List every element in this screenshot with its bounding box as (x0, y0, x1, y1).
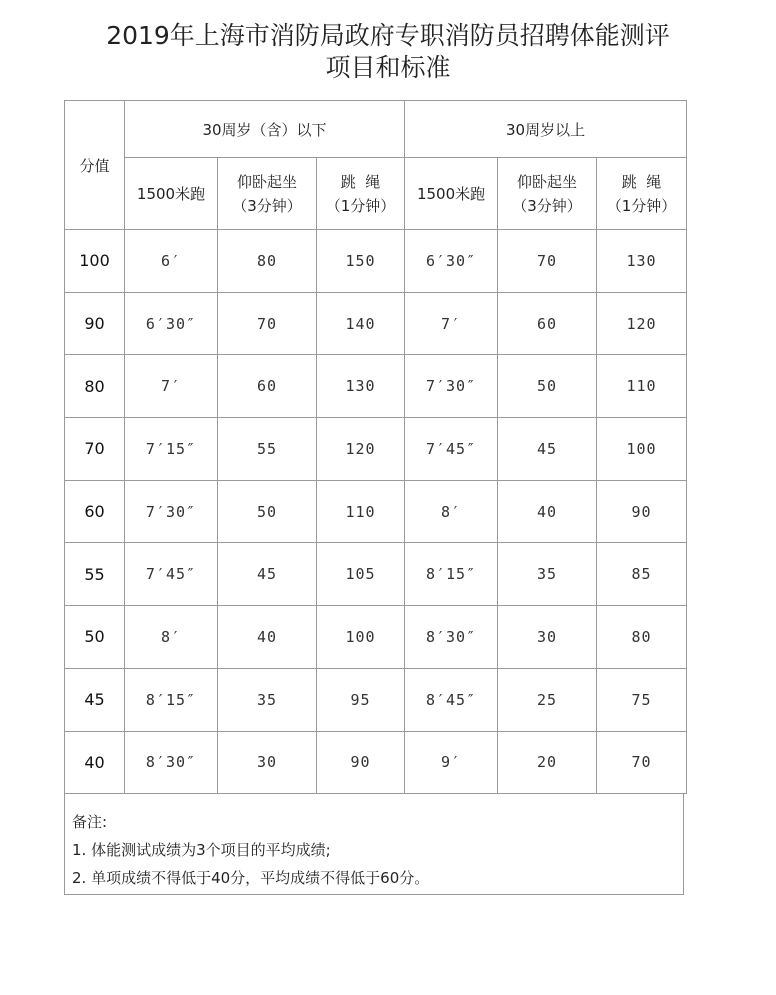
rope-cell: 110 (597, 355, 687, 418)
title-line-2: 项目和标准 (325, 53, 451, 82)
situp-cell: 60 (218, 355, 317, 418)
notes-box (64, 794, 684, 895)
situp-cell: 80 (218, 230, 317, 293)
score-cell: 55 (65, 543, 125, 606)
sub-header-rope-over-30: 跳 绳 （1分钟） (597, 158, 687, 230)
title-line-1: 2019年上海市消防局政府专职消防员招聘体能测评 (106, 21, 670, 50)
situp-cell: 40 (218, 606, 317, 669)
run-time-cell: 7′ (405, 292, 498, 355)
situp-cell: 30 (498, 606, 597, 669)
run-time-cell: 8′15″ (405, 543, 498, 606)
situp-cell: 70 (218, 292, 317, 355)
table-row (65, 355, 687, 418)
rope-cell: 130 (597, 230, 687, 293)
rope-cell: 150 (317, 230, 405, 293)
situp-cell: 35 (498, 543, 597, 606)
rope-cell: 80 (597, 606, 687, 669)
situp-cell: 50 (498, 355, 597, 418)
table-row (65, 480, 687, 543)
score-cell: 60 (65, 480, 125, 543)
rope-cell: 100 (317, 606, 405, 669)
situp-cell: 25 (498, 668, 597, 731)
sub-header-run-under-30: 1500米跑 (125, 158, 218, 230)
score-column-header: 分值 (65, 101, 125, 230)
rope-cell: 90 (317, 731, 405, 794)
score-cell: 80 (65, 355, 125, 418)
rope-cell: 95 (317, 668, 405, 731)
group-header-over-30: 30周岁以上 (405, 101, 687, 158)
table-row (65, 292, 687, 355)
score-cell: 100 (65, 230, 125, 293)
situp-cell: 45 (218, 543, 317, 606)
rope-cell: 130 (317, 355, 405, 418)
situp-cell: 30 (218, 731, 317, 794)
situp-cell: 60 (498, 292, 597, 355)
score-cell: 50 (65, 606, 125, 669)
rope-cell: 85 (597, 543, 687, 606)
sub-header-rope-under-30: 跳 绳 （1分钟） (317, 158, 405, 230)
situp-cell: 35 (218, 668, 317, 731)
run-time-cell: 8′45″ (405, 668, 498, 731)
run-time-cell: 8′30″ (405, 606, 498, 669)
run-time-cell: 7′30″ (405, 355, 498, 418)
run-time-cell: 8′ (405, 480, 498, 543)
situp-cell: 20 (498, 731, 597, 794)
table-row (65, 418, 687, 481)
rope-cell: 90 (597, 480, 687, 543)
notes-heading: 备注: (72, 813, 108, 831)
sub-header-run-over-30: 1500米跑 (405, 158, 498, 230)
table-row (65, 731, 687, 794)
rope-cell: 105 (317, 543, 405, 606)
run-time-cell: 7′45″ (405, 418, 498, 481)
run-time-cell: 7′30″ (125, 480, 218, 543)
sub-header-situp-under-30: 仰卧起坐 （3分钟） (218, 158, 317, 230)
rope-cell: 75 (597, 668, 687, 731)
situp-cell: 45 (498, 418, 597, 481)
rope-cell: 110 (317, 480, 405, 543)
run-time-cell: 6′ (125, 230, 218, 293)
fitness-standards-table (64, 100, 687, 794)
run-time-cell: 7′ (125, 355, 218, 418)
group-header-under-30: 30周岁（含）以下 (125, 101, 405, 158)
rope-cell: 120 (597, 292, 687, 355)
score-cell: 90 (65, 292, 125, 355)
rope-cell: 120 (317, 418, 405, 481)
run-time-cell: 8′30″ (125, 731, 218, 794)
sub-header-situp-over-30: 仰卧起坐 （3分钟） (498, 158, 597, 230)
situp-cell: 70 (498, 230, 597, 293)
situp-cell: 40 (498, 480, 597, 543)
score-cell: 40 (65, 731, 125, 794)
run-time-cell: 6′30″ (125, 292, 218, 355)
rope-cell: 140 (317, 292, 405, 355)
rope-cell: 100 (597, 418, 687, 481)
rope-cell: 70 (597, 731, 687, 794)
situp-cell: 50 (218, 480, 317, 543)
situp-cell: 55 (218, 418, 317, 481)
page-title (0, 20, 776, 84)
run-time-cell: 7′45″ (125, 543, 218, 606)
note-item-1: 1. 体能测试成绩为3个项目的平均成绩; (72, 841, 331, 859)
table-row (65, 543, 687, 606)
table-row (65, 606, 687, 669)
note-item-2: 2. 单项成绩不得低于40分，平均成绩不得低于60分。 (72, 869, 430, 887)
run-time-cell: 7′15″ (125, 418, 218, 481)
table-row (65, 230, 687, 293)
run-time-cell: 8′15″ (125, 668, 218, 731)
table-row (65, 668, 687, 731)
score-cell: 45 (65, 668, 125, 731)
score-cell: 70 (65, 418, 125, 481)
run-time-cell: 9′ (405, 731, 498, 794)
run-time-cell: 8′ (125, 606, 218, 669)
run-time-cell: 6′30″ (405, 230, 498, 293)
